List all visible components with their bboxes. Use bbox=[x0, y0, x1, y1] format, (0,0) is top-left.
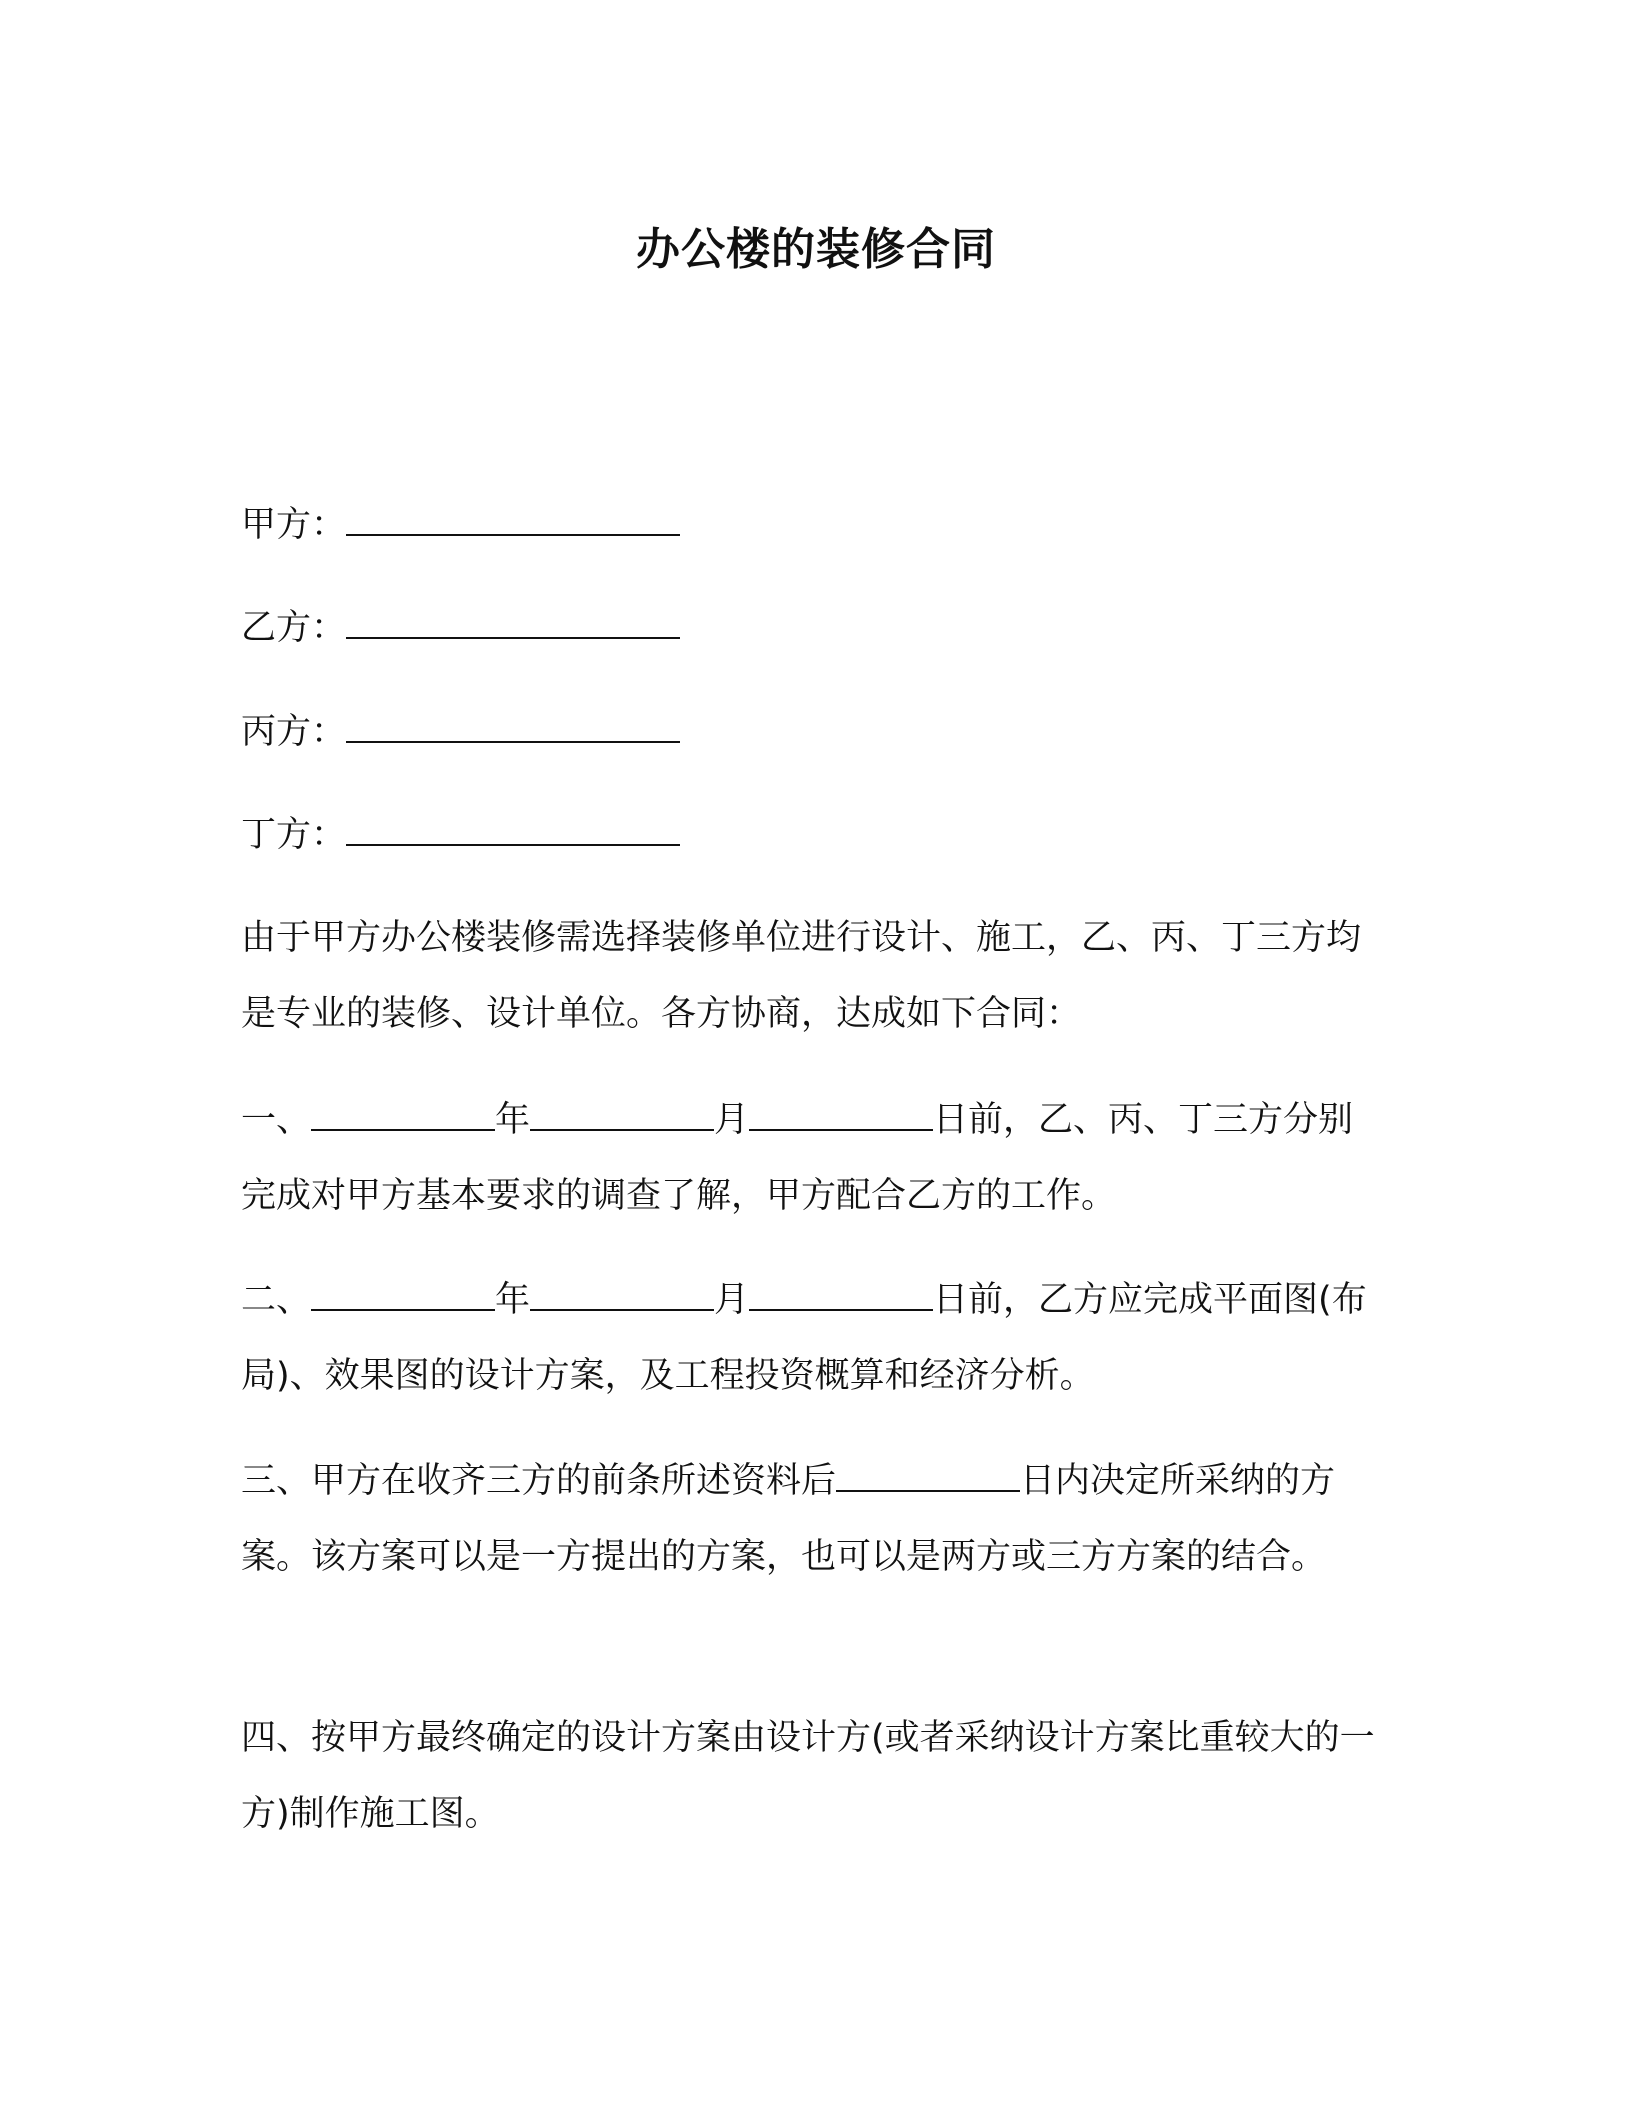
party-d-blank bbox=[346, 814, 680, 846]
party-a-label: 甲方： bbox=[241, 505, 347, 545]
clause-1-day-blank bbox=[749, 1099, 933, 1131]
party-d-label: 丁方： bbox=[241, 815, 347, 855]
clause-3-days-blank bbox=[836, 1460, 1020, 1492]
clause-1-prefix: 一、 bbox=[241, 1100, 312, 1140]
clause-2-month-blank bbox=[530, 1279, 714, 1311]
party-b-blank bbox=[346, 607, 680, 639]
clause-2-year: 年 bbox=[495, 1280, 531, 1320]
clause-2-month: 月 bbox=[714, 1280, 750, 1320]
party-b-line bbox=[241, 603, 680, 653]
clause-3-suffix: 日内决定所采纳的方案。该方案可以是一方提出的方案，也可以是两方或三方方案的结合。 bbox=[241, 1461, 1336, 1577]
party-c-line bbox=[241, 707, 680, 757]
clause-2-suffix: 日前，乙方应完成平面图(布局)、效果图的设计方案，及工程投资概算和经济分析。 bbox=[241, 1280, 1367, 1396]
clause-4-paragraph: 四、按甲方最终确定的设计方案由设计方(或者采纳设计方案比重较大的一方)制作施工图。 bbox=[241, 1718, 1375, 1834]
clause-2-paragraph bbox=[241, 1262, 1381, 1414]
clause-3-paragraph bbox=[241, 1443, 1381, 1595]
intro-paragraph: 由于甲方办公楼装修需选择装修单位进行设计、施工，乙、丙、丁三方均是专业的装修、设计单位。各方协商，达成如下合同： bbox=[241, 918, 1362, 1034]
clause-1-paragraph bbox=[241, 1082, 1381, 1234]
party-a-line bbox=[241, 500, 680, 550]
party-d-line bbox=[241, 810, 680, 860]
clause-1-suffix: 日前，乙、丙、丁三方分别完成对甲方基本要求的调查了解，甲方配合乙方的工作。 bbox=[241, 1100, 1354, 1216]
party-c-blank bbox=[346, 711, 680, 743]
clause-1-month: 月 bbox=[714, 1100, 750, 1140]
document-title: 办公楼的装修合同 bbox=[636, 224, 996, 275]
clause-1-year-blank bbox=[311, 1099, 495, 1131]
clause-1-year: 年 bbox=[495, 1100, 531, 1140]
party-c-label: 丙方： bbox=[241, 712, 347, 752]
clause-1-month-blank bbox=[530, 1099, 714, 1131]
party-b-label: 乙方： bbox=[241, 608, 347, 648]
party-a-blank bbox=[346, 504, 680, 536]
clause-3-prefix: 三、甲方在收齐三方的前条所述资料后 bbox=[241, 1461, 837, 1501]
clause-2-prefix: 二、 bbox=[241, 1280, 312, 1320]
clause-2-day-blank bbox=[749, 1279, 933, 1311]
clause-2-year-blank bbox=[311, 1279, 495, 1311]
